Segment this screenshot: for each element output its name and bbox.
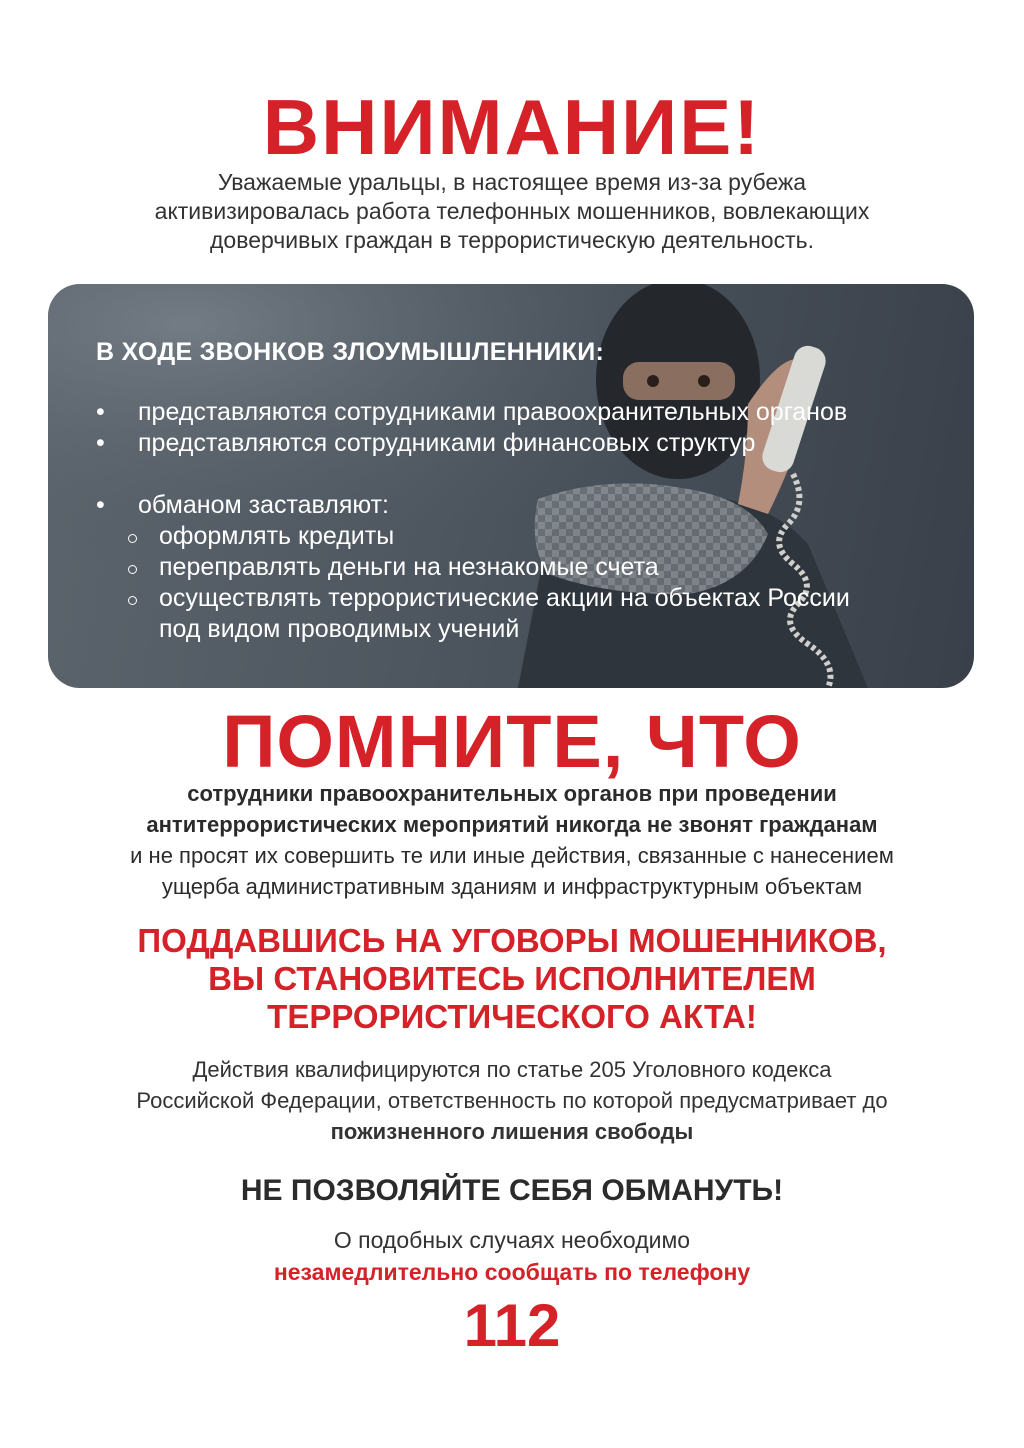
emergency-phone-number[interactable]: 112 (463, 1292, 561, 1359)
page-title: ВНИМАНИЕ! (262, 83, 762, 171)
law-line: Действия квалифицируются по статье 205 Уголовного кодекса (192, 1057, 832, 1082)
sub-list-item (96, 521, 956, 552)
sub-list-item-continuation: под видом проводимых учений (159, 615, 520, 643)
bullet-icon: • (96, 491, 105, 519)
circle-bullet-icon (128, 534, 137, 543)
list-item (96, 397, 956, 428)
warning-heading (40, 922, 984, 1036)
circle-bullet-icon (128, 596, 137, 605)
list-item-text: представляются сотрудниками финансовых структур (138, 429, 756, 457)
list-item-text: представляются сотрудниками правоохранительных органов (138, 398, 848, 426)
dont-be-deceived-heading: НЕ ПОЗВОЛЯЙТЕ СЕБЯ ОБМАНУТЬ! (240, 1174, 784, 1207)
report-red-line: незамедлительно сообщать по телефону (273, 1259, 751, 1285)
warning-line: ТЕРРОРИСТИЧЕСКОГО АКТА! (267, 998, 757, 1035)
remember-paragraph (60, 778, 964, 902)
law-paragraph (60, 1054, 964, 1147)
sub-list-item-text: осуществлять террористические акции на объектах России (159, 584, 850, 612)
warning-line: ВЫ СТАНОВИТЕСЬ ИСПОЛНИТЕЛЕМ (208, 960, 816, 997)
intro-paragraph (80, 168, 944, 255)
law-bold-line: пожизненного лишения свободы (330, 1119, 694, 1144)
remember-line: ущерба административным зданиям и инфраструктурным объектам (161, 874, 863, 899)
intro-line: Уважаемые уральцы, в настоящее время из-за рубежа (217, 169, 807, 195)
bullet-icon: • (96, 429, 105, 457)
remember-line: и не просят их совершить те или иные действия, связанные с нанесением (130, 843, 894, 868)
intro-line: активизировалась работа телефонных мошенников, вовлекающих (154, 198, 870, 224)
list-item (96, 428, 956, 459)
circle-bullet-icon (128, 565, 137, 574)
sub-list-item-text: оформлять кредиты (159, 522, 395, 550)
report-paragraph (0, 1224, 1024, 1288)
deception-list (96, 490, 956, 645)
remember-bold-line: сотрудники правоохранительных органов при проведении (187, 781, 837, 806)
report-line: О подобных случаях необходимо (333, 1227, 691, 1253)
scammer-actions-list (96, 397, 956, 459)
list-item-text: обманом заставляют: (138, 491, 389, 519)
list-item (96, 490, 956, 521)
sub-list-item (96, 552, 956, 583)
remember-bold-line: антитеррористических мероприятий никогда не звонят гражданам (146, 812, 878, 837)
intro-line: доверчивых граждан в террористическую деятельность. (210, 227, 814, 253)
law-line: Российской Федерации, ответственность по которой предусматривает до (136, 1088, 888, 1113)
panel-heading: В ХОДЕ ЗВОНКОВ ЗЛОУМЫШЛЕННИКИ: (96, 338, 605, 366)
sub-list-item (96, 583, 956, 614)
remember-heading: ПОМНИТЕ, ЧТО (222, 700, 802, 783)
warning-line: ПОДДАВШИСЬ НА УГОВОРЫ МОШЕННИКОВ, (137, 922, 887, 959)
sub-list-item-text: переправлять деньги на незнакомые счета (159, 553, 659, 581)
bullet-icon: • (96, 398, 105, 426)
